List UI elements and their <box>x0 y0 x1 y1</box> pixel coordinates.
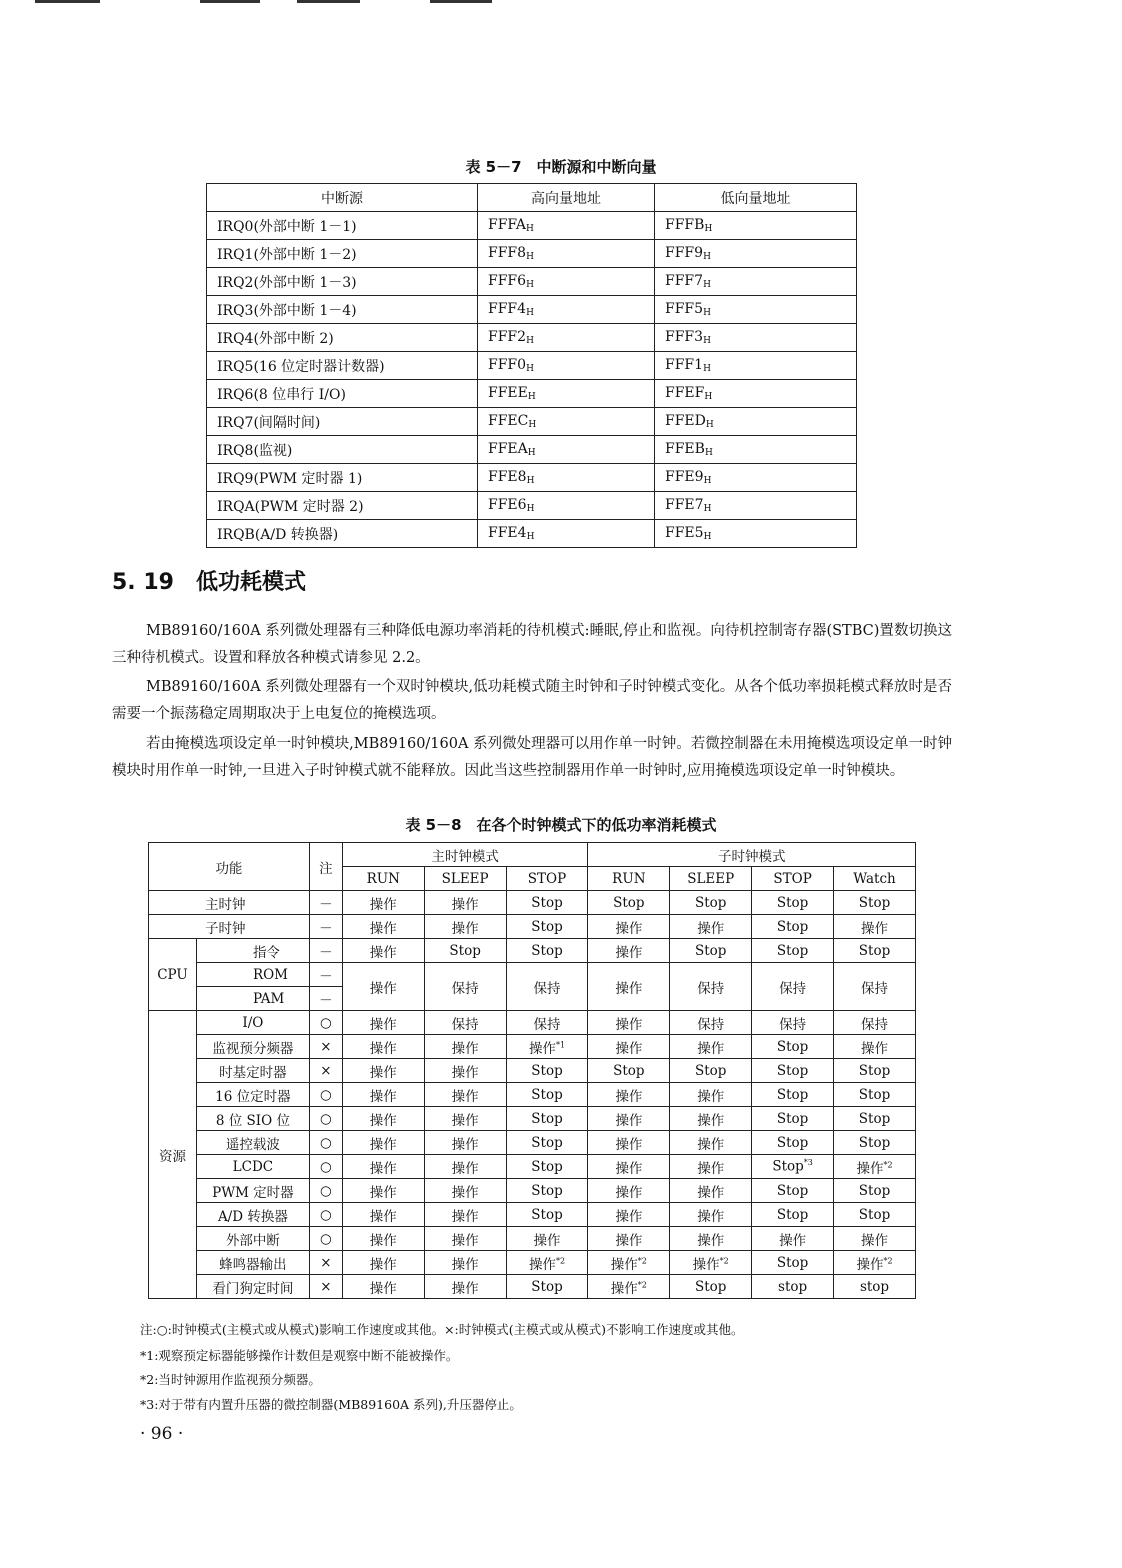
paragraph: MB89160/160A 系列微处理器有一个双时钟模块,低功耗模式随主时钟和子时钟模式变化。从各个低功率损耗模式释放时是否需要一个振荡稳定周期取决于上电复位的掩模选项。 <box>112 679 952 722</box>
table-header-row <box>207 184 857 212</box>
mode-cell: 操作$^{*2}$ <box>588 1275 670 1299</box>
function-cell: 遥控载波 <box>196 1131 309 1155</box>
vector-address-cell: $FFF9_H$ <box>655 240 857 268</box>
mode-cell: 保持 <box>670 1011 752 1035</box>
mode-cell: 操作 <box>424 1179 506 1203</box>
interrupt-source-cell: IRQA(PWM 定时器 2) <box>207 492 478 520</box>
mode-cell: 操作 <box>424 1131 506 1155</box>
mode-cell: 操作 <box>424 1083 506 1107</box>
table-row <box>149 1251 916 1275</box>
table-row <box>149 1155 916 1179</box>
mode-cell: 操作 <box>342 1203 424 1227</box>
vector-address-cell: $FFE6_H$ <box>478 492 655 520</box>
interrupt-source-cell: IRQ0(外部中断 1－1) <box>207 212 478 240</box>
note-cell: － <box>309 891 342 915</box>
interrupt-source-cell: IRQ8(监视) <box>207 436 478 464</box>
table-row <box>149 1011 916 1035</box>
table-row <box>207 408 857 436</box>
interrupt-source-cell: IRQ9(PWM 定时器 1) <box>207 464 478 492</box>
mode-header: STOP <box>752 867 834 891</box>
table-row <box>207 464 857 492</box>
paragraph: 若由掩模选项设定单一时钟模块,MB89160/160A 系列微处理器可以用作单一时钟。若微控制器在未用掩模选项设定单一时钟模块时用作单一时钟,一旦进入子时钟模式就不能释放。因此当这些控制器用作单一时钟时,应用掩模选项设定单一时钟模块。 <box>112 736 952 779</box>
scan-mark <box>430 0 492 3</box>
mode-cell: 操作 <box>424 1059 506 1083</box>
mode-cell: 操作 <box>588 1131 670 1155</box>
vector-address-cell: $FFF8_H$ <box>478 240 655 268</box>
mode-cell: 操作 <box>342 939 424 963</box>
mode-cell: 操作 <box>588 1035 670 1059</box>
vector-address-cell: $FFF4_H$ <box>478 296 655 324</box>
mode-cell: Stop <box>670 1275 752 1299</box>
mode-cell: 操作 <box>670 1107 752 1131</box>
function-cell: I/O <box>196 1011 309 1035</box>
mode-cell: 操作 <box>588 1107 670 1131</box>
low-power-mode-table <box>148 842 916 1299</box>
mode-cell: 操作 <box>342 1059 424 1083</box>
mode-cell: 保持 <box>506 1011 588 1035</box>
mode-cell: 操作 <box>424 891 506 915</box>
mode-cell: Stop <box>752 1059 834 1083</box>
mode-cell: Stop <box>506 1107 588 1131</box>
mode-cell: stop <box>752 1275 834 1299</box>
sub-clock-mode-header: 子时钟模式 <box>588 843 916 867</box>
mode-cell: Stop <box>506 891 588 915</box>
note-cell: ○ <box>309 1083 342 1107</box>
mode-cell: Stop <box>670 1059 752 1083</box>
table-row <box>207 520 857 548</box>
function-cell: ROM <box>196 963 309 987</box>
scan-mark <box>35 0 100 3</box>
mode-cell: 操作$^{*1}$ <box>506 1035 588 1059</box>
function-cell: 16 位定时器 <box>196 1083 309 1107</box>
table-row <box>207 324 857 352</box>
mode-cell: 操作 <box>670 1155 752 1179</box>
vector-address-cell: $FFF1_H$ <box>655 352 857 380</box>
mode-cell: Stop <box>752 1203 834 1227</box>
mode-cell: Stop <box>588 891 670 915</box>
mode-cell: Stop <box>424 939 506 963</box>
mode-cell: Stop <box>506 915 588 939</box>
note-cell: × <box>309 1251 342 1275</box>
column-header: 高向量地址 <box>478 184 655 212</box>
function-cell: A/D 转换器 <box>196 1203 309 1227</box>
interrupt-source-cell: IRQ1(外部中断 1－2) <box>207 240 478 268</box>
table-row <box>207 492 857 520</box>
mode-cell: 保持 <box>506 963 588 1011</box>
note-cell: ○ <box>309 1155 342 1179</box>
main-clock-mode-header: 主时钟模式 <box>342 843 588 867</box>
mode-cell: Stop <box>834 891 916 915</box>
mode-cell: Stop <box>506 1131 588 1155</box>
table-row <box>149 1203 916 1227</box>
interrupt-vector-table <box>206 183 857 548</box>
mode-cell: Stop$^{*3}$ <box>752 1155 834 1179</box>
section-title: 5. 19 低功耗模式 <box>112 570 306 595</box>
mode-cell: 操作 <box>834 1035 916 1059</box>
table-row <box>149 1035 916 1059</box>
mode-cell: Stop <box>506 1179 588 1203</box>
footnote: *1:观察预定标器能够操作计数但是观察中断不能被操作。 <box>140 1348 459 1363</box>
mode-cell: Stop <box>752 1083 834 1107</box>
vector-address-cell: $FFEC_H$ <box>478 408 655 436</box>
note-cell: － <box>309 963 342 987</box>
mode-cell: 操作 <box>424 1275 506 1299</box>
vector-address-cell: $FFE9_H$ <box>655 464 857 492</box>
mode-cell: Stop <box>752 1107 834 1131</box>
mode-cell: 操作 <box>342 963 424 1011</box>
table-row <box>149 939 916 963</box>
mode-header: STOP <box>506 867 588 891</box>
mode-cell: 操作 <box>588 1083 670 1107</box>
mode-cell: 操作 <box>588 963 670 1011</box>
mode-cell: Stop <box>752 1035 834 1059</box>
note-cell: ○ <box>309 1227 342 1251</box>
table-row <box>149 891 916 915</box>
mode-cell: 操作 <box>670 1035 752 1059</box>
interrupt-source-cell: IRQ2(外部中断 1－3) <box>207 268 478 296</box>
mode-cell: 操作$^{*2}$ <box>506 1251 588 1275</box>
vector-address-cell: $FFE7_H$ <box>655 492 857 520</box>
mode-cell: 操作 <box>670 1131 752 1155</box>
mode-cell: 操作 <box>342 1155 424 1179</box>
mode-cell: Stop <box>834 1083 916 1107</box>
function-cell: 外部中断 <box>196 1227 309 1251</box>
note-cell: － <box>309 915 342 939</box>
mode-cell: Stop <box>588 1059 670 1083</box>
mode-cell: Stop <box>752 915 834 939</box>
page-number: · 96 · <box>140 1424 184 1444</box>
group-cell: CPU <box>149 939 197 1011</box>
vector-address-cell: $FFF2_H$ <box>478 324 655 352</box>
mode-cell: 操作 <box>424 1107 506 1131</box>
mode-cell: Stop <box>834 1131 916 1155</box>
mode-cell: 操作$^{*2}$ <box>588 1251 670 1275</box>
table-row <box>207 352 857 380</box>
mode-cell: 操作 <box>342 1107 424 1131</box>
interrupt-source-cell: IRQ4(外部中断 2) <box>207 324 478 352</box>
vector-address-cell: $FFFA_H$ <box>478 212 655 240</box>
mode-cell: Stop <box>834 1107 916 1131</box>
note-cell: ○ <box>309 1011 342 1035</box>
mode-cell: Stop <box>834 1203 916 1227</box>
table-row <box>149 915 916 939</box>
mode-cell: 操作 <box>588 1155 670 1179</box>
mode-header: SLEEP <box>424 867 506 891</box>
mode-cell: Stop <box>834 939 916 963</box>
function-cell: PAM <box>196 987 309 1011</box>
mode-header: RUN <box>342 867 424 891</box>
vector-address-cell: $FFF3_H$ <box>655 324 857 352</box>
vector-address-cell: $FFEB_H$ <box>655 436 857 464</box>
note-cell: ○ <box>309 1179 342 1203</box>
mode-cell: 保持 <box>752 1011 834 1035</box>
vector-address-cell: $FFEF_H$ <box>655 380 857 408</box>
mode-cell: 操作 <box>506 1227 588 1251</box>
mode-cell: Stop <box>506 939 588 963</box>
vector-address-cell: $FFFB_H$ <box>655 212 857 240</box>
mode-cell: 操作 <box>834 1227 916 1251</box>
mode-cell: 保持 <box>424 963 506 1011</box>
mode-cell: 操作$^{*2}$ <box>834 1155 916 1179</box>
mode-cell: 操作 <box>424 1203 506 1227</box>
function-cell: 子时钟 <box>149 915 310 939</box>
mode-cell: 操作 <box>342 1011 424 1035</box>
table-row <box>149 1059 916 1083</box>
mode-cell: 操作 <box>342 1275 424 1299</box>
mode-cell: 保持 <box>834 963 916 1011</box>
vector-address-cell: $FFF7_H$ <box>655 268 857 296</box>
mode-header: Watch <box>834 867 916 891</box>
mode-cell: Stop <box>752 1251 834 1275</box>
function-cell: 时基定时器 <box>196 1059 309 1083</box>
table-row <box>207 380 857 408</box>
table2-caption: 表 5－8 在各个时钟模式下的低功率消耗模式 <box>405 816 717 834</box>
note-cell: － <box>309 987 342 1011</box>
note-cell: ○ <box>309 1131 342 1155</box>
vector-address-cell: $FFEE_H$ <box>478 380 655 408</box>
mode-cell: 操作 <box>342 1131 424 1155</box>
note-cell: × <box>309 1275 342 1299</box>
table-row <box>149 1083 916 1107</box>
mode-cell: 操作 <box>424 1251 506 1275</box>
mode-cell: 操作 <box>342 1179 424 1203</box>
mode-cell: 操作 <box>834 915 916 939</box>
note-cell: ○ <box>309 1107 342 1131</box>
mode-cell: 操作$^{*2}$ <box>670 1251 752 1275</box>
function-cell: LCDC <box>196 1155 309 1179</box>
mode-cell: 操作 <box>424 1155 506 1179</box>
vector-address-cell: $FFF0_H$ <box>478 352 655 380</box>
mode-cell: Stop <box>834 1059 916 1083</box>
mode-cell: 操作 <box>342 1083 424 1107</box>
note-cell: × <box>309 1035 342 1059</box>
table1-caption: 表 5－7 中断源和中断向量 <box>465 158 657 176</box>
mode-cell: Stop <box>752 939 834 963</box>
interrupt-source-cell: IRQ3(外部中断 1－4) <box>207 296 478 324</box>
mode-cell: 操作$^{*2}$ <box>834 1251 916 1275</box>
interrupt-source-cell: IRQB(A/D 转换器) <box>207 520 478 548</box>
mode-cell: Stop <box>506 1083 588 1107</box>
mode-cell: 操作 <box>342 915 424 939</box>
function-cell: 主时钟 <box>149 891 310 915</box>
mode-cell: 操作 <box>670 1083 752 1107</box>
table-row <box>207 436 857 464</box>
vector-address-cell: $FFF5_H$ <box>655 296 857 324</box>
mode-cell: 操作 <box>588 915 670 939</box>
mode-cell: Stop <box>670 939 752 963</box>
table-row <box>149 1131 916 1155</box>
mode-cell: 操作 <box>670 915 752 939</box>
table-row <box>149 963 916 987</box>
function-header: 功能 <box>149 843 310 891</box>
column-header: 低向量地址 <box>655 184 857 212</box>
table-row <box>207 240 857 268</box>
table-row <box>149 1227 916 1251</box>
function-cell: 监视预分频器 <box>196 1035 309 1059</box>
scan-mark <box>297 0 360 3</box>
table-row <box>149 1107 916 1131</box>
mode-cell: Stop <box>834 1179 916 1203</box>
footnote: *2:当时钟源用作监视预分频器。 <box>140 1372 321 1387</box>
note-cell: ○ <box>309 1203 342 1227</box>
interrupt-source-cell: IRQ5(16 位定时器计数器) <box>207 352 478 380</box>
mode-cell: 操作 <box>588 939 670 963</box>
mode-cell: 操作 <box>424 1227 506 1251</box>
mode-cell: 操作 <box>342 891 424 915</box>
mode-cell: Stop <box>506 1203 588 1227</box>
mode-header: SLEEP <box>670 867 752 891</box>
column-header: 中断源 <box>207 184 478 212</box>
vector-address-cell: $FFF6_H$ <box>478 268 655 296</box>
mode-cell: 操作 <box>342 1251 424 1275</box>
mode-cell: 操作 <box>588 1179 670 1203</box>
mode-cell: 保持 <box>424 1011 506 1035</box>
mode-cell: 操作 <box>670 1203 752 1227</box>
mode-cell: Stop <box>506 1275 588 1299</box>
function-cell: 看门狗定时间 <box>196 1275 309 1299</box>
mode-cell: 操作 <box>588 1227 670 1251</box>
mode-cell: 操作 <box>588 1011 670 1035</box>
mode-cell: 操作 <box>752 1227 834 1251</box>
footnote: 注:○:时钟模式(主模式或从模式)影响工作速度或其他。×:时钟模式(主模式或从模式)不影响工作速度或其他。 <box>140 1322 744 1337</box>
mode-cell: 操作 <box>588 1203 670 1227</box>
mode-cell: Stop <box>752 1131 834 1155</box>
mode-cell: Stop <box>752 1179 834 1203</box>
table-header-row <box>149 843 916 867</box>
mode-cell: 操作 <box>670 1179 752 1203</box>
vector-address-cell: $FFE8_H$ <box>478 464 655 492</box>
table-row <box>207 212 857 240</box>
mode-cell: 操作 <box>342 1227 424 1251</box>
mode-cell: 操作 <box>342 1035 424 1059</box>
mode-cell: Stop <box>670 891 752 915</box>
table-row <box>149 1275 916 1299</box>
mode-cell: 保持 <box>752 963 834 1011</box>
footnote: *3:对于带有内置升压器的微控制器(MB89160A 系列),升压器停止。 <box>140 1397 522 1412</box>
mode-cell: stop <box>834 1275 916 1299</box>
scan-mark <box>200 0 260 3</box>
mode-cell: Stop <box>752 891 834 915</box>
function-cell: PWM 定时器 <box>196 1179 309 1203</box>
function-cell: 蜂鸣器输出 <box>196 1251 309 1275</box>
function-cell: 指令 <box>196 939 309 963</box>
vector-address-cell: $FFEA_H$ <box>478 436 655 464</box>
mode-cell: 保持 <box>670 963 752 1011</box>
mode-cell: Stop <box>506 1059 588 1083</box>
vector-address-cell: $FFE5_H$ <box>655 520 857 548</box>
mode-cell: Stop <box>506 1155 588 1179</box>
interrupt-source-cell: IRQ6(8 位串行 I/O) <box>207 380 478 408</box>
mode-cell: 操作 <box>670 1227 752 1251</box>
interrupt-source-cell: IRQ7(间隔时间) <box>207 408 478 436</box>
note-header: 注 <box>309 843 342 891</box>
function-cell: 8 位 SIO 位 <box>196 1107 309 1131</box>
vector-address-cell: $FFE4_H$ <box>478 520 655 548</box>
note-cell: － <box>309 939 342 963</box>
vector-address-cell: $FFED_H$ <box>655 408 857 436</box>
mode-cell: 保持 <box>834 1011 916 1035</box>
note-cell: × <box>309 1059 342 1083</box>
mode-cell: 操作 <box>424 1035 506 1059</box>
mode-cell: 操作 <box>424 915 506 939</box>
group-cell: 资源 <box>149 1011 197 1299</box>
table-row <box>207 268 857 296</box>
table-row <box>149 1179 916 1203</box>
paragraph: MB89160/160A 系列微处理器有三种降低电源功率消耗的待机模式:睡眠,停止和监视。向待机控制寄存器(STBC)置数切换这三种待机模式。设置和释放各种模式请参见 2.2。 <box>112 623 952 666</box>
table-row <box>207 296 857 324</box>
mode-header: RUN <box>588 867 670 891</box>
